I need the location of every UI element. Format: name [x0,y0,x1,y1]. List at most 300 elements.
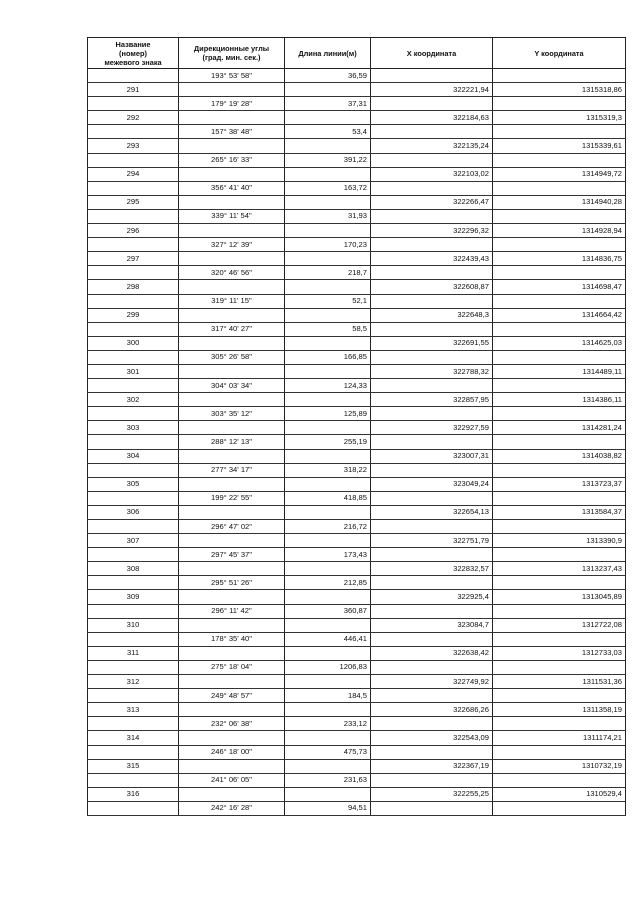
point-row [88,336,626,350]
point-y-cell: 1313723,37 [493,477,626,491]
point-x-cell: 322749,92 [371,675,493,689]
segment-dir-cell: 232° 06' 38" [179,717,285,731]
point-len-cell [285,675,371,689]
segment-y-cell [493,294,626,308]
segment-name-cell [88,660,179,674]
segment-y-cell [493,238,626,252]
segment-len-cell: 391,22 [285,153,371,167]
point-y-cell: 1310529,4 [493,787,626,801]
point-dir-cell [179,224,285,238]
segment-row [88,379,626,393]
point-len-cell [285,252,371,266]
point-row [88,618,626,632]
segment-y-cell [493,153,626,167]
segment-dir-cell: 241° 06' 05" [179,773,285,787]
segment-dir-cell: 327° 12' 39" [179,238,285,252]
segment-dir-cell: 304° 03' 34" [179,379,285,393]
point-dir-cell [179,83,285,97]
point-dir-cell [179,703,285,717]
segment-len-cell: 170,23 [285,238,371,252]
header-name-line-2: (номер) [119,48,147,58]
segment-row [88,801,626,815]
point-row [88,590,626,604]
segment-y-cell [493,350,626,364]
segment-row [88,209,626,223]
segment-dir-cell: 303° 35' 12" [179,407,285,421]
segment-x-cell [371,491,493,505]
segment-len-cell: 36,59 [285,69,371,83]
point-len-cell [285,449,371,463]
point-dir-cell [179,364,285,378]
point-name-cell: 297 [88,252,179,266]
segment-name-cell [88,379,179,393]
point-x-cell: 322255,25 [371,787,493,801]
segment-name-cell [88,632,179,646]
segment-x-cell [371,294,493,308]
point-y-cell: 1314836,75 [493,252,626,266]
segment-row [88,632,626,646]
point-y-cell: 1314281,24 [493,421,626,435]
point-dir-cell [179,111,285,125]
segment-row [88,745,626,759]
segment-dir-cell: 297° 45' 37" [179,548,285,562]
segment-row [88,407,626,421]
segment-row [88,294,626,308]
segment-row [88,773,626,787]
segment-y-cell [493,491,626,505]
segment-name-cell [88,294,179,308]
segment-dir-cell: 179° 19' 28" [179,97,285,111]
segment-x-cell [371,125,493,139]
segment-name-cell [88,266,179,280]
point-dir-cell [179,731,285,745]
point-row [88,280,626,294]
segment-dir-cell: 320° 46' 56" [179,266,285,280]
point-row [88,703,626,717]
point-len-cell [285,646,371,660]
segment-y-cell [493,576,626,590]
point-len-cell [285,83,371,97]
segment-row [88,435,626,449]
segment-len-cell: 233,12 [285,717,371,731]
point-row [88,646,626,660]
segment-name-cell [88,576,179,590]
point-x-cell: 322927,59 [371,421,493,435]
point-y-cell: 1314940,28 [493,195,626,209]
segment-dir-cell: 246° 18' 00" [179,745,285,759]
point-row [88,224,626,238]
point-row [88,421,626,435]
segment-len-cell: 163,72 [285,181,371,195]
point-name-cell: 292 [88,111,179,125]
point-row [88,111,626,125]
point-row [88,731,626,745]
segment-row [88,153,626,167]
segment-dir-cell: 157° 38' 48" [179,125,285,139]
point-x-cell: 322543,09 [371,731,493,745]
segment-dir-cell: 178° 35' 40" [179,632,285,646]
segment-row [88,717,626,731]
point-len-cell [285,787,371,801]
point-len-cell [285,731,371,745]
point-x-cell: 322638,42 [371,646,493,660]
segment-dir-cell: 295° 51' 26" [179,576,285,590]
point-y-cell: 1311531,36 [493,675,626,689]
segment-y-cell [493,773,626,787]
point-row [88,364,626,378]
segment-x-cell [371,773,493,787]
point-dir-cell [179,787,285,801]
segment-len-cell: 173,43 [285,548,371,562]
segment-x-cell [371,97,493,111]
segment-len-cell: 216,72 [285,520,371,534]
point-dir-cell [179,195,285,209]
segment-row [88,491,626,505]
segment-x-cell [371,153,493,167]
segment-dir-cell: 296° 11' 42" [179,604,285,618]
point-y-cell: 1313237,43 [493,562,626,576]
segment-name-cell [88,209,179,223]
segment-len-cell: 53,4 [285,125,371,139]
point-x-cell: 322266,47 [371,195,493,209]
point-name-cell: 298 [88,280,179,294]
point-row [88,393,626,407]
point-len-cell [285,139,371,153]
point-len-cell [285,421,371,435]
segment-x-cell [371,632,493,646]
segment-x-cell [371,548,493,562]
point-name-cell: 314 [88,731,179,745]
point-dir-cell [179,336,285,350]
point-row [88,308,626,322]
point-name-cell: 291 [88,83,179,97]
point-x-cell: 322135,24 [371,139,493,153]
point-dir-cell [179,562,285,576]
segment-name-cell [88,745,179,759]
segment-row [88,548,626,562]
point-x-cell: 322648,3 [371,308,493,322]
segment-len-cell: 475,73 [285,745,371,759]
point-y-cell: 1310732,19 [493,759,626,773]
point-dir-cell [179,308,285,322]
segment-len-cell: 231,63 [285,773,371,787]
point-name-cell: 316 [88,787,179,801]
segment-x-cell [371,266,493,280]
segment-row [88,125,626,139]
segment-dir-cell: 296° 47' 02" [179,520,285,534]
point-y-cell: 1314386,11 [493,393,626,407]
segment-x-cell [371,407,493,421]
point-len-cell [285,195,371,209]
segment-x-cell [371,69,493,83]
segment-dir-cell: 277° 34' 17" [179,463,285,477]
segment-y-cell [493,181,626,195]
point-row [88,83,626,97]
point-dir-cell [179,675,285,689]
segment-row [88,69,626,83]
segment-dir-cell: 199° 22' 55" [179,491,285,505]
point-y-cell: 1315339,61 [493,139,626,153]
segment-row [88,181,626,195]
point-row [88,195,626,209]
segment-row [88,689,626,703]
header-y-coordinate: Y координата [493,38,626,69]
point-y-cell: 1314038,82 [493,449,626,463]
point-row [88,449,626,463]
point-name-cell: 311 [88,646,179,660]
segment-name-cell [88,181,179,195]
segment-y-cell [493,125,626,139]
segment-row [88,520,626,534]
point-y-cell: 1312733,03 [493,646,626,660]
segment-len-cell: 94,51 [285,801,371,815]
point-dir-cell [179,252,285,266]
segment-name-cell [88,350,179,364]
segment-name-cell [88,773,179,787]
segment-len-cell: 418,85 [285,491,371,505]
point-name-cell: 293 [88,139,179,153]
point-name-cell: 305 [88,477,179,491]
segment-name-cell [88,97,179,111]
point-name-cell: 303 [88,421,179,435]
segment-y-cell [493,463,626,477]
point-len-cell [285,111,371,125]
segment-row [88,660,626,674]
segment-name-cell [88,801,179,815]
segment-dir-cell: 193° 53' 58" [179,69,285,83]
point-name-cell: 300 [88,336,179,350]
segment-name-cell [88,548,179,562]
point-dir-cell [179,449,285,463]
segment-row [88,576,626,590]
point-y-cell: 1313584,37 [493,505,626,519]
point-len-cell [285,590,371,604]
segment-x-cell [371,209,493,223]
segment-len-cell: 446,41 [285,632,371,646]
point-row [88,167,626,181]
boundary-coordinates-table [87,37,626,816]
header-point-name [88,38,179,69]
point-name-cell: 294 [88,167,179,181]
point-name-cell: 304 [88,449,179,463]
segment-y-cell [493,435,626,449]
point-x-cell: 322184,63 [371,111,493,125]
point-dir-cell [179,421,285,435]
segment-y-cell [493,548,626,562]
point-len-cell [285,562,371,576]
point-name-cell: 295 [88,195,179,209]
header-direction-line-1: Дирекционные углы [193,44,270,53]
point-y-cell: 1313045,89 [493,590,626,604]
segment-y-cell [493,745,626,759]
point-dir-cell [179,167,285,181]
segment-x-cell [371,322,493,336]
segment-y-cell [493,209,626,223]
segment-x-cell [371,576,493,590]
point-x-cell: 323084,7 [371,618,493,632]
segment-row [88,238,626,252]
point-name-cell: 307 [88,534,179,548]
point-y-cell: 1311358,19 [493,703,626,717]
segment-y-cell [493,604,626,618]
segment-dir-cell: 317° 40' 27" [179,322,285,336]
segment-x-cell [371,181,493,195]
segment-dir-cell: 275° 18' 04" [179,660,285,674]
point-y-cell: 1312722,08 [493,618,626,632]
segment-x-cell [371,350,493,364]
segment-y-cell [493,379,626,393]
segment-len-cell: 184,5 [285,689,371,703]
segment-dir-cell: 265° 16' 33" [179,153,285,167]
segment-name-cell [88,463,179,477]
point-name-cell: 312 [88,675,179,689]
point-dir-cell [179,393,285,407]
point-dir-cell [179,280,285,294]
point-len-cell [285,505,371,519]
segment-dir-cell: 242° 16' 28" [179,801,285,815]
point-name-cell: 313 [88,703,179,717]
segment-row [88,604,626,618]
segment-len-cell: 318,22 [285,463,371,477]
segment-name-cell [88,69,179,83]
point-row [88,675,626,689]
point-y-cell: 1313390,9 [493,534,626,548]
segment-name-cell [88,435,179,449]
segment-x-cell [371,238,493,252]
point-x-cell: 322654,13 [371,505,493,519]
point-dir-cell [179,477,285,491]
segment-x-cell [371,379,493,393]
segment-name-cell [88,520,179,534]
header-direction-line-2: (град. мин. сек.) [202,53,261,62]
point-x-cell: 322751,79 [371,534,493,548]
point-y-cell: 1315319,3 [493,111,626,125]
segment-len-cell: 1206,83 [285,660,371,674]
point-y-cell: 1314949,72 [493,167,626,181]
point-row [88,139,626,153]
segment-len-cell: 52,1 [285,294,371,308]
point-len-cell [285,280,371,294]
point-row [88,252,626,266]
header-name-line-3: межевого знака [104,57,162,67]
point-name-cell: 306 [88,505,179,519]
point-x-cell: 322925,4 [371,590,493,604]
segment-y-cell [493,97,626,111]
point-dir-cell [179,590,285,604]
header-direction-angle [179,38,285,69]
point-x-cell: 322367,19 [371,759,493,773]
segment-y-cell [493,322,626,336]
point-y-cell: 1311174,21 [493,731,626,745]
segment-x-cell [371,717,493,731]
point-dir-cell [179,534,285,548]
segment-y-cell [493,266,626,280]
point-name-cell: 296 [88,224,179,238]
point-row [88,534,626,548]
point-len-cell [285,534,371,548]
segment-dir-cell: 288° 12' 13" [179,435,285,449]
segment-y-cell [493,69,626,83]
segment-name-cell [88,153,179,167]
point-len-cell [285,618,371,632]
segment-x-cell [371,745,493,759]
segment-row [88,350,626,364]
segment-y-cell [493,660,626,674]
point-len-cell [285,224,371,238]
point-x-cell: 322691,55 [371,336,493,350]
point-len-cell [285,167,371,181]
segment-len-cell: 360,87 [285,604,371,618]
point-name-cell: 308 [88,562,179,576]
header-line-length: Длина линии(м) [285,38,371,69]
point-y-cell: 1314698,47 [493,280,626,294]
point-len-cell [285,336,371,350]
point-y-cell: 1314664,42 [493,308,626,322]
point-x-cell: 323007,31 [371,449,493,463]
point-name-cell: 302 [88,393,179,407]
segment-name-cell [88,125,179,139]
point-row [88,477,626,491]
segment-name-cell [88,322,179,336]
segment-len-cell: 218,7 [285,266,371,280]
point-len-cell [285,308,371,322]
segment-y-cell [493,801,626,815]
segment-y-cell [493,717,626,731]
point-name-cell: 315 [88,759,179,773]
point-y-cell: 1314625,03 [493,336,626,350]
point-row [88,759,626,773]
point-x-cell: 322788,32 [371,364,493,378]
point-dir-cell [179,646,285,660]
point-x-cell: 323049,24 [371,477,493,491]
segment-x-cell [371,801,493,815]
segment-name-cell [88,491,179,505]
table-header-row [88,38,626,69]
segment-len-cell: 212,85 [285,576,371,590]
segment-y-cell [493,689,626,703]
point-dir-cell [179,139,285,153]
segment-dir-cell: 249° 48' 57" [179,689,285,703]
segment-name-cell [88,717,179,731]
point-len-cell [285,477,371,491]
segment-row [88,97,626,111]
point-x-cell: 322832,57 [371,562,493,576]
segment-dir-cell: 339° 11' 54" [179,209,285,223]
header-name-line-1: Название [115,39,151,49]
point-name-cell: 301 [88,364,179,378]
point-y-cell: 1314489,11 [493,364,626,378]
point-len-cell [285,393,371,407]
segment-len-cell: 58,5 [285,322,371,336]
segment-len-cell: 37,31 [285,97,371,111]
point-len-cell [285,759,371,773]
segment-name-cell [88,238,179,252]
segment-name-cell [88,604,179,618]
point-x-cell: 322296,32 [371,224,493,238]
segment-len-cell: 124,33 [285,379,371,393]
point-dir-cell [179,505,285,519]
point-x-cell: 322686,26 [371,703,493,717]
segment-row [88,322,626,336]
point-len-cell [285,364,371,378]
segment-row [88,463,626,477]
segment-x-cell [371,660,493,674]
segment-len-cell: 166,85 [285,350,371,364]
point-y-cell: 1315318,86 [493,83,626,97]
segment-len-cell: 125,89 [285,407,371,421]
header-x-coordinate: X координата [371,38,493,69]
point-x-cell: 322221,94 [371,83,493,97]
